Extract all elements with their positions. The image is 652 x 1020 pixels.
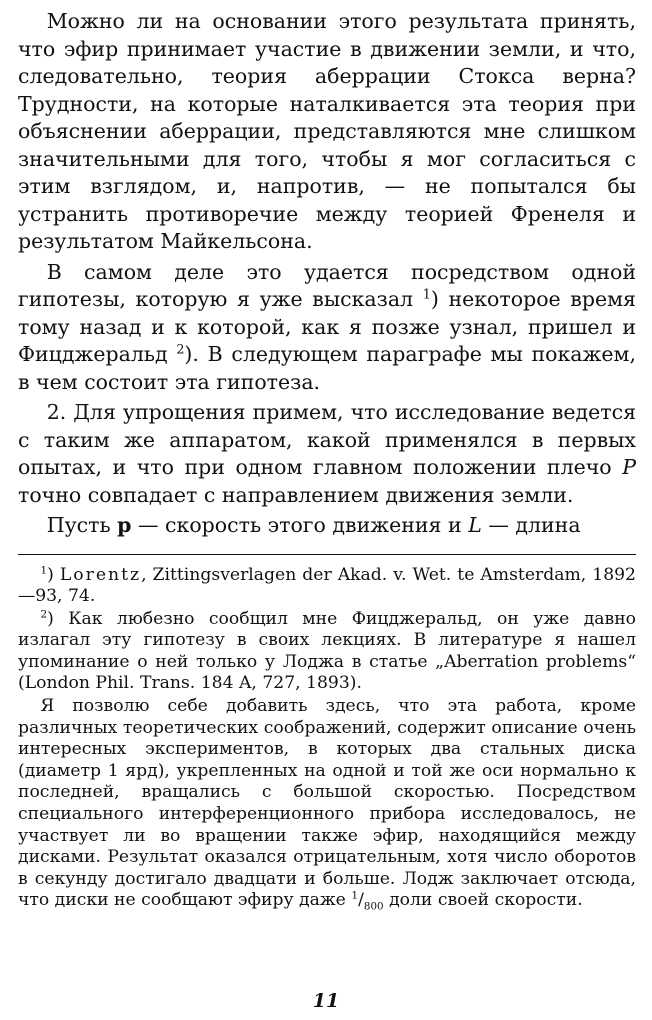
paragraph-4	[18, 512, 636, 540]
paragraph-2	[18, 259, 636, 397]
footnote-2	[18, 609, 636, 695]
footnote-2-mark: 2	[40, 607, 48, 621]
paragraph-3-text-a: 2. Для упрощения примем, что исследование ведется с таким же аппаратом, какой применялся в первых опытах, и что при одном главном положении плечо	[18, 400, 636, 479]
paragraph-3-text-b: точно совпадает с направлением движения земли.	[18, 482, 574, 507]
footnote-1: $^1$) Lorentz, Zittingsverlagen der Akad. v. Wet. te Amsterdam, 1892—93, 74.	[18, 563, 636, 607]
paragraph-4-text-a: Пусть	[46, 513, 111, 537]
footnote-1-mark: 1	[40, 563, 48, 577]
footnotes	[18, 565, 636, 913]
footnote-ref-1: 1	[422, 286, 431, 302]
footnote-3-text-b: доли своей скорости.	[389, 890, 583, 911]
fraction-numerator: 1	[351, 889, 359, 903]
paragraph-4-text-b: — скорость этого движения и	[138, 513, 462, 537]
paragraph-2-text-b: ) некоторое время тому назад и к которой, как я позже узнал, пришел и Фицджеральд	[18, 287, 636, 366]
footnote-3-text-a: Я позволю себе добавить здесь, что эта работа, кроме различных теоретических соображений, содержит описание очень интересных экспериментов, в которых два стальных диска (диаметр 1 ярд), укрепленных на одной и той же оси нормально к последней, вращались с большой скоростью. Посредством специального интерференционного прибора исследовалось, не участвует ли во вращении также эфир, находящийся между дисками. Результат оказался отрицательным, хотя число оборотов в секунду достигало двадцати и больше. Лодж заключает отсюда, что диски не сообщают эфиру даже	[18, 696, 636, 911]
page-number: 11	[312, 990, 340, 1012]
footnote-2-text: ) Как любезно сообщил мне Фицджеральд, он уже давно излагал эту гипотезу в своих лекциях. В литературе я нашел упоминание о ней только у Лоджа в статье „Aberration problems“ (London Phil. Trans. 184 A, 727, 1893).	[18, 608, 636, 694]
paragraph-2-text-a: В самом деле это удается посредством одной гипотезы, которую я уже высказал	[18, 259, 636, 311]
paragraph-4-text-c: — длина	[488, 513, 581, 537]
footnote-ref-2: 2	[176, 341, 185, 357]
fraction-denominator: 800	[363, 900, 384, 913]
paragraph-1: Можно ли на основании этого результата принять, что эфир принимает участие в движении земли, и что, следовательно, теория аберрации Стокса верна? Трудности, на которые наталкивается эта теория при объяснении аберрации, представляются мне слишком значительными для того, чтобы я мог согласиться с этим взглядом, и, напротив, — не попытался бы устранить противоречие между теорией Френеля и результатом Майкельсона.	[18, 9, 636, 253]
variable-l: L	[468, 513, 482, 537]
footnote-1-text: , Zittingsverlagen der Akad. v. Wet. te Amsterdam, 1892—93, 74.	[18, 564, 636, 607]
main-text	[18, 8, 636, 540]
variable-speed: p	[117, 513, 132, 537]
footnote-divider	[18, 554, 636, 555]
variable-p: P	[622, 455, 636, 479]
footnote-1-author: Lorentz	[59, 564, 142, 585]
paragraph-3	[18, 399, 636, 509]
page	[18, 8, 636, 912]
paragraph-2-text-c: ). В следующем параграфе мы покажем, в чем состоит эта гипотеза.	[18, 342, 636, 394]
footnote-2-continuation: Я позволю себе добавить здесь, что эта работа, кроме различных теоретических соображений, содержит описание очень интересных экспериментов, в которых два стальных диска (диаметр 1 ярд), укрепленных на одной и той же оси нормально к последней, вращались с большой скоростью. Посредством специального интерференционного прибора исследовалось, не участвует ли во вращении также эфир, находящийся между дисками. Результат оказался отрицательным, хотя число оборотов в секунду достигало двадцати и больше. Лодж заключает отсюда, что диски не сообщают эфиру даже $^1/_{800}$ доли своей скорости.	[18, 696, 636, 913]
